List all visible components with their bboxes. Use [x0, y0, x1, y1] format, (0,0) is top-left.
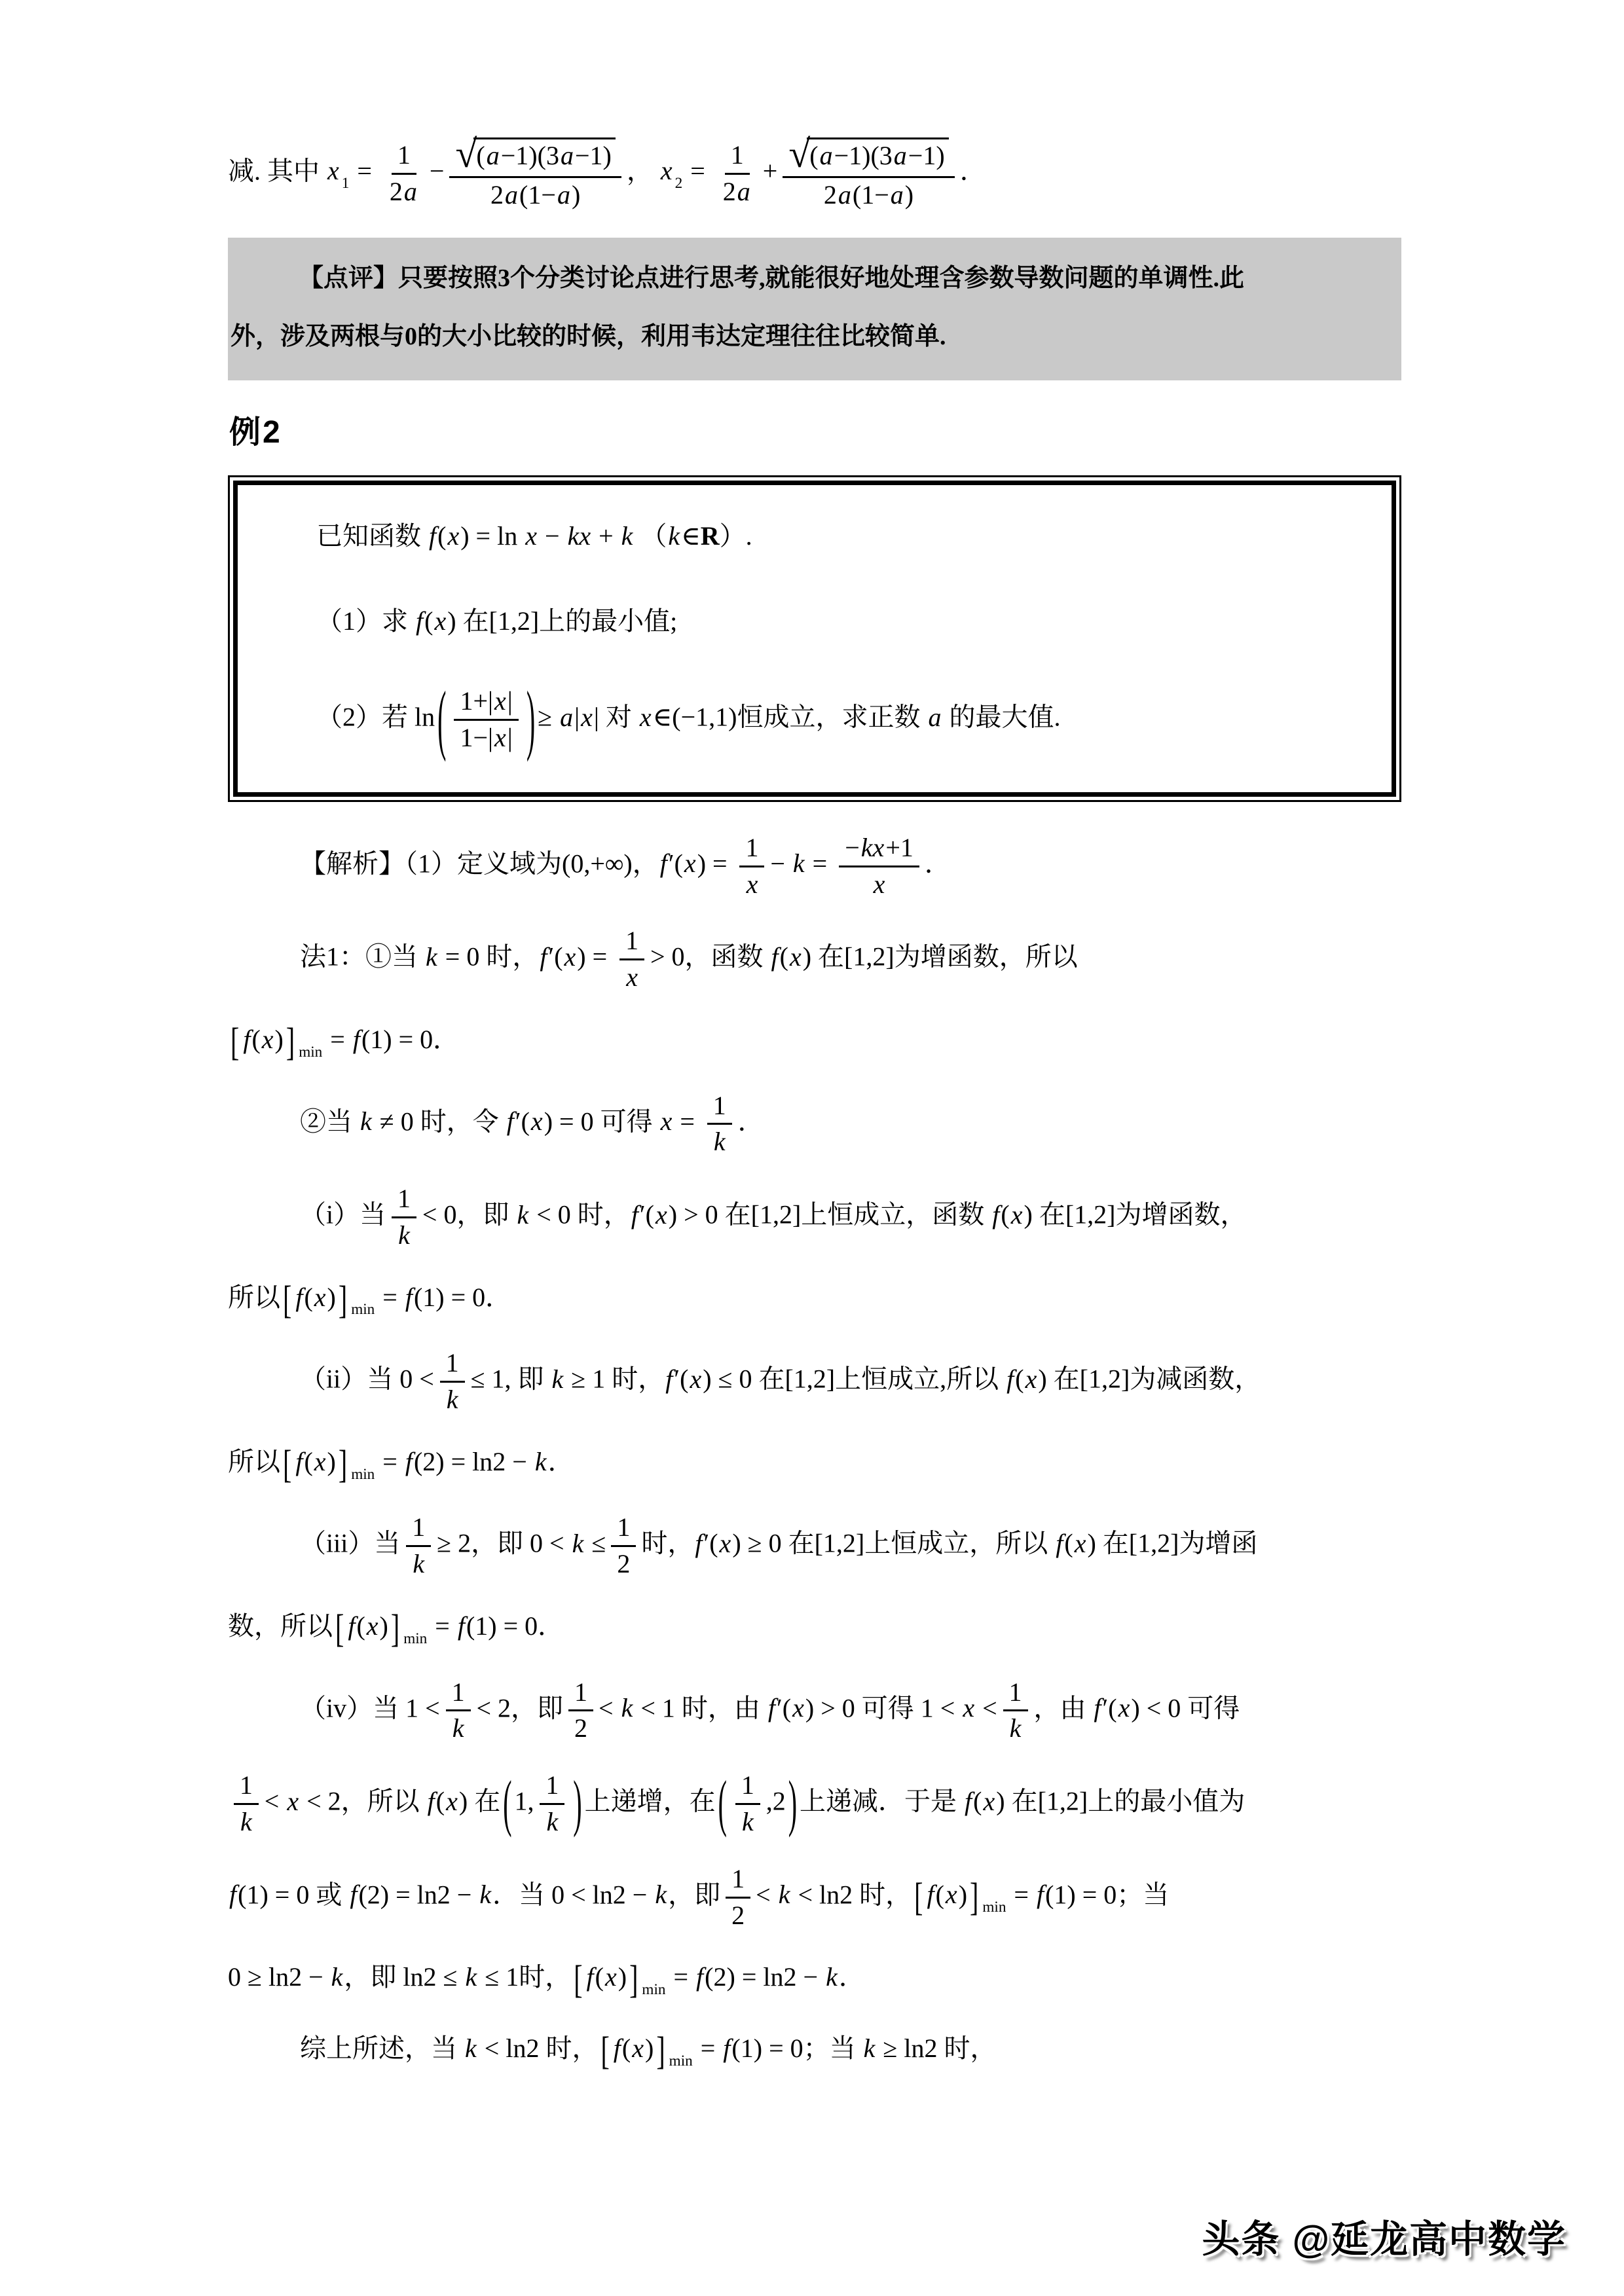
radical-sign-icon: √: [455, 132, 477, 175]
problem-part-1-line: （1）求 f(x) 在[1,2]上的最小值;: [316, 606, 678, 636]
solution-line-2: 法1：①当 k = 0 时，f′(x) = $\frac{1}{x}$ > 0，函数 f(x) 在[1,2]为增函数，所以: [300, 926, 1078, 993]
math-subscript: min: [351, 1465, 375, 1483]
math-big-delimiter: [: [574, 1957, 583, 2002]
math-subscript: min: [299, 1043, 323, 1061]
math-fraction: √ (a−1)(3a−1) 2a(1−a): [449, 137, 621, 210]
solution-line-4: ②当 k ≠ 0 时，令 f′(x) = 0 可得 x = $\frac{1}{k}$ ．: [300, 1090, 764, 1157]
math-big-delimiter: ]: [338, 1442, 348, 1486]
math-subscript: min: [669, 2052, 693, 2069]
math-sqrt: √ (a−1)(3a−1): [455, 137, 615, 171]
solution-line-9: （iii）当 $\frac{1}{k}$ ≥ 2，即 0 < k ≤ $\frac{1}{2}$ 时，f′(x) ≥ 0 在[1,2]上恒成立，所以 f(x) 在[1,2]为增函: [300, 1512, 1258, 1579]
page-content: [228, 132, 1401, 2100]
math-fraction: $\frac{1}{x}$: [739, 833, 766, 900]
math-subscript: 2: [674, 175, 683, 192]
problem-box: [228, 475, 1401, 802]
solution-line-7: （ii）当 0 < $\frac{1}{k}$ ≤ 1, 即 k ≥ 1 时，f′(x) ≤ 0 在[1,2]上恒成立,所以 f(x) 在[1,2]为减函数，: [300, 1348, 1261, 1415]
solution-line-1: 【解析】（1）定义域为(0,+∞)，f′(x) = $\frac{1}{x}$ − k = $\frac{-kx+1}{x}$ ．: [300, 832, 951, 899]
toutiao-watermark: 头条 @延龙高中数学: [1202, 2218, 1566, 2261]
math-big-delimiter: ]: [970, 1874, 979, 1920]
math-big-delimiter: ): [526, 674, 536, 763]
math-big-delimiter: ]: [656, 2028, 665, 2073]
math-fraction: $\frac{1}{k}$: [439, 1349, 466, 1415]
math-big-delimiter: (: [718, 1768, 727, 1839]
math-sqrt: √ (a−1)(3a−1): [788, 137, 948, 171]
math-fraction: $\frac{1}{k}$: [233, 1771, 259, 1837]
problem-box-inner: [233, 481, 1396, 797]
solution-line-10: 数，所以 [ f(x) ] $_{min}$ = f(1) = 0．: [228, 1607, 1401, 1650]
math-big-delimiter: [: [231, 1019, 240, 1064]
solution-line-12: $\frac{1}{k}$ < x < 2，所以 f(x) 在 ( 1, $\frac{1}{k}$ ) 上递增，在 ( $\frac{1}{k}$ ,2 ) 上递减．于是 f(x) 在[1,2]上的最小值为: [228, 1771, 1401, 1837]
math-big-delimiter: [: [600, 2028, 610, 2073]
radical-sign-icon: √: [788, 132, 811, 175]
math-fraction: $\frac{1}{k}$: [405, 1513, 432, 1579]
math-subscript: min: [403, 1630, 428, 1647]
math-subscript: min: [982, 1898, 1006, 1916]
solution-line-13: f(1) = 0 或 f(2) = ln2 − k．当 0 < ln2 − k，即 $\frac{1}{2}$ < k < ln2 时， [ f(x) ] $_{min}$ = f(1) = 0；当: [229, 1863, 1170, 1930]
problem-part-2-line: （2）若 ln ( $\frac{1+|x|}{1-|x|}$ ) ≥ a|x| 对 x∈(−1,1)恒成立，求正数 a 的最大值.: [316, 687, 1375, 753]
math-big-delimiter: [: [335, 1606, 344, 1650]
comment-line-1: 【点评】只要按照3个分类讨论点进行思考,就能很好地处理含参数导数问题的单调性.此: [299, 264, 1245, 292]
solution-line-14: 0 ≥ ln2 − k，即 ln2 ≤ k ≤ 1时， [ f(x) ] $_{min}$ = f(2) = ln2 − k．: [228, 1958, 1401, 2001]
problem-statement-line: 已知函数 f(x) = ln x − kx + k （k∈R）.: [316, 521, 752, 551]
math-subscript: min: [351, 1301, 375, 1319]
math-fraction: $\frac{1}{k}$: [1003, 1678, 1029, 1744]
math-big-delimiter: [: [283, 1442, 292, 1486]
math-fraction: $\frac{1}{2}$: [611, 1513, 636, 1579]
math-fraction: √ (a−1)(3a−1) 2a(1−a): [783, 137, 954, 210]
solution-line-8: 所以 [ f(x) ] $_{min}$ = f(2) = ln2 − k．: [228, 1442, 1401, 1486]
solution-line-5: （i）当 $\frac{1}{k}$ < 0，即 k < 0 时，f′(x) > 0 在[1,2]上恒成立，函数 f(x) 在[1,2]为增函数，: [300, 1184, 1247, 1250]
math-fraction: $\frac{1}{k}$: [735, 1771, 761, 1837]
math-big-delimiter: ]: [390, 1606, 400, 1650]
math-fraction: $\frac{1}{2}$: [726, 1865, 750, 1931]
math-fraction: $\frac{1}{2a}$: [389, 140, 417, 206]
comment-highlight-box: [228, 238, 1401, 381]
math-big-delimiter: ]: [338, 1277, 348, 1322]
solution-line-3: [ f(x) ] $_{min}$ = f(1) = 0．: [228, 1020, 1401, 1064]
comment-line-2: 外，涉及两根与0的大小比较的时候，利用韦达定理往往比较简单.: [231, 322, 946, 350]
math-fraction: $\frac{1}{k}$: [707, 1091, 733, 1157]
math-big-delimiter: ]: [286, 1019, 295, 1064]
math-bold-symbol: R: [700, 521, 720, 551]
solution-line-6: 所以 [ f(x) ] $_{min}$ = f(1) = 0．: [228, 1278, 1401, 1322]
math-big-delimiter: ]: [629, 1957, 638, 2002]
math-fraction: $\frac{1}{k}$: [391, 1184, 417, 1250]
math-fraction: $\frac{1}{k}$: [540, 1771, 566, 1837]
math-big-delimiter: (: [503, 1768, 512, 1839]
intro-formula-line: 减. 其中 x $_1$ = $\frac{1}{2a}$ − √ (a−1)(3a−1) 2a(1−a) ， x $_2$ = $\frac{1}{2a}$ + √ (a−1)(3a−1) 2a(1−a) ．: [228, 132, 986, 210]
math-fraction: $\frac{1}{2a}$: [722, 140, 750, 206]
math-fraction: $\frac{1+|x|}{1-|x|}$: [454, 687, 518, 753]
math-big-delimiter: [: [914, 1874, 923, 1920]
math-fraction: $\frac{-kx+1}{x}$: [839, 833, 919, 900]
solution-line-11: （iv）当 1 < $\frac{1}{k}$ < 2，即 $\frac{1}{2}$ < k < 1 时，由 f′(x) > 0 可得 1 < x < $\frac{1}{k}$ ，由 f′(x) < 0 可得: [300, 1677, 1240, 1743]
math-big-delimiter: ): [573, 1768, 582, 1839]
math-fraction: $\frac{1}{x}$: [619, 926, 645, 993]
math-subscript: min: [642, 1981, 666, 1999]
solution-line-15: 综上所述，当 k < ln2 时， [ f(x) ] $_{min}$ = f(1) = 0；当 k ≥ ln2 时，: [228, 2029, 1401, 2073]
math-subscript: 1: [341, 175, 350, 192]
math-fraction: $\frac{1}{k}$: [445, 1678, 471, 1744]
math-big-delimiter: [: [283, 1277, 292, 1322]
math-big-delimiter: (: [437, 674, 447, 763]
math-fraction: $\frac{1}{2}$: [568, 1678, 593, 1744]
math-big-delimiter: ): [788, 1768, 798, 1839]
example-heading: 例2: [229, 415, 282, 450]
